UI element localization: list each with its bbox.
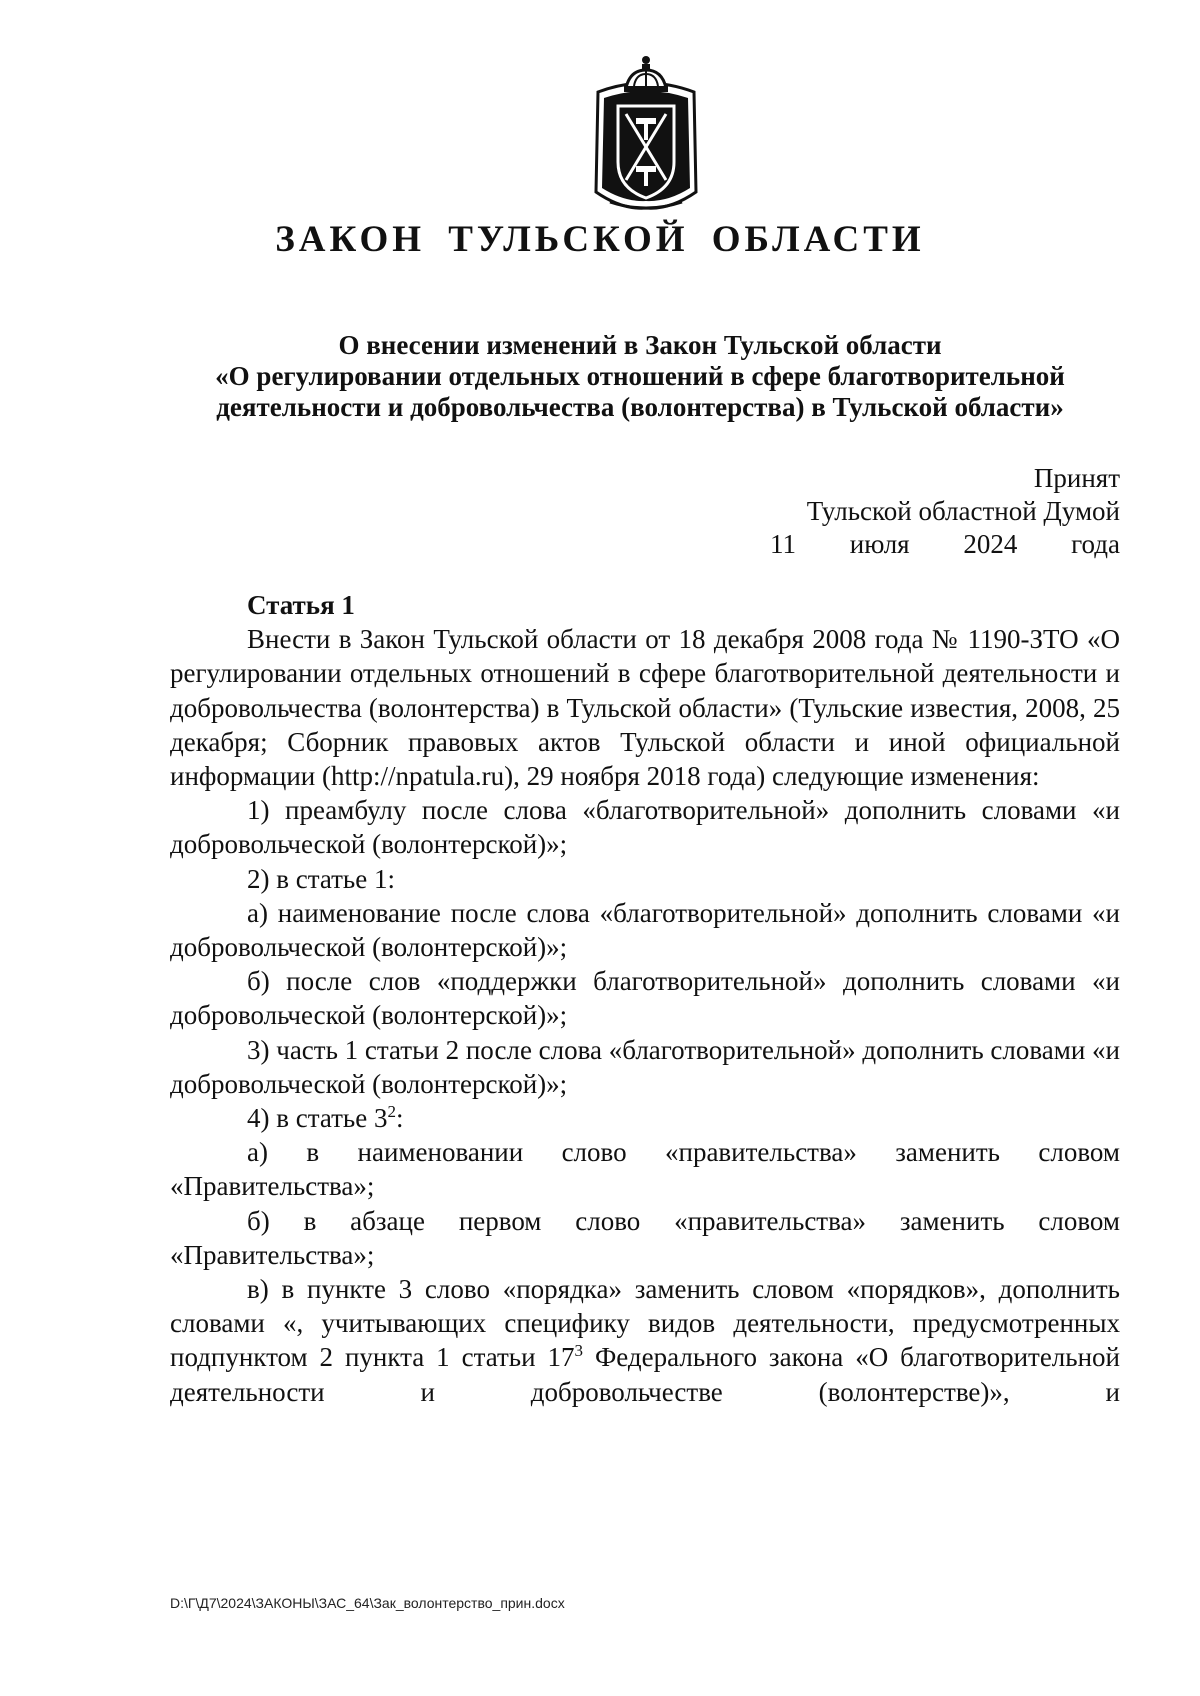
- adopted-by: Тульской областной Думой: [806, 496, 1120, 526]
- item4-superscript: 2: [387, 1102, 396, 1122]
- paragraph: 2) в статье 1:: [247, 863, 395, 894]
- item-v-superscript: 3: [574, 1341, 584, 1361]
- tula-oblast-coat-of-arms-icon: [590, 52, 702, 212]
- adoption-year-word: года: [1071, 529, 1120, 559]
- item-v-text-continued: Федерального закона «О благотворительной деятельности и добровольчестве (волонтерстве)», и: [170, 1342, 1120, 1407]
- file-path-footer: D:\Г\Д7\2024\ЗАКОНЫ\ЗАС_64\Зак_волонтерство_прин.docx: [170, 1595, 565, 1611]
- paragraph: б) после слов «поддержки благотворительной» дополнить словами «и добровольческой (волонтерской)»;: [170, 966, 1120, 1031]
- title-line: деятельности и добровольчества (волонтерства) в Тульской области»: [216, 392, 1064, 422]
- adopted-label: Принят: [1033, 463, 1120, 493]
- document-type-heading: ЗАКОН ТУЛЬСКОЙ ОБЛАСТИ: [275, 219, 925, 260]
- paragraph: Внести в Закон Тульской области от 18 декабря 2008 года № 1190-ЗТО «О регулировании отдельных отношений в сфере благотворительной деятельности и добровольчества (волонтерства) в Тульской области» (Тульские известия, 2008, 25 декабря; Сборник правовых актов Тульской области и иной официальной информации (http://npatula.ru), 29 ноября 2018 года) следующие изменения:: [170, 624, 1120, 792]
- document-title: [160, 330, 1120, 423]
- paragraph: а) в наименовании слово «правительства» заменить словом «Правительства»;: [170, 1137, 1120, 1202]
- adoption-block: [770, 462, 1120, 561]
- adoption-date: [770, 528, 1120, 561]
- item4-colon: :: [395, 1103, 404, 1134]
- item4-text: 4) в статье 3: [247, 1103, 388, 1134]
- title-line: «О регулировании отдельных отношений в сфере благотворительной: [215, 361, 1065, 391]
- item-v-text: в) в пункте 3 слово «порядка» заменить словом «порядков», дополнить словами «, учитывающих специфику видов деятельности, предусмотренных подпунктом 2 пункта 1 статьи 17: [170, 1274, 1120, 1373]
- paragraph: б) в абзаце первом слово «правительства» заменить словом «Правительства»;: [170, 1205, 1120, 1270]
- paragraph: [170, 1272, 1120, 1409]
- article-heading: Статья 1: [247, 590, 355, 620]
- paragraph: 1) преамбулу после слова «благотворительной» дополнить словами «и добровольческой (волонтерской)»;: [170, 795, 1120, 860]
- paragraph: [170, 1101, 1120, 1135]
- adoption-day: 11: [770, 529, 796, 559]
- adoption-year: 2024: [963, 529, 1018, 559]
- paragraph: 3) часть 1 статьи 2 после слова «благотворительной» дополнить словами «и добровольческой (волонтерской)»;: [170, 1034, 1120, 1099]
- adoption-month: июля: [849, 529, 910, 559]
- paragraph: а) наименование после слова «благотворительной» дополнить словами «и добровольческой (волонтерской)»;: [170, 897, 1120, 963]
- document-body: [170, 588, 1120, 1409]
- title-line: О внесении изменений в Закон Тульской области: [338, 330, 942, 360]
